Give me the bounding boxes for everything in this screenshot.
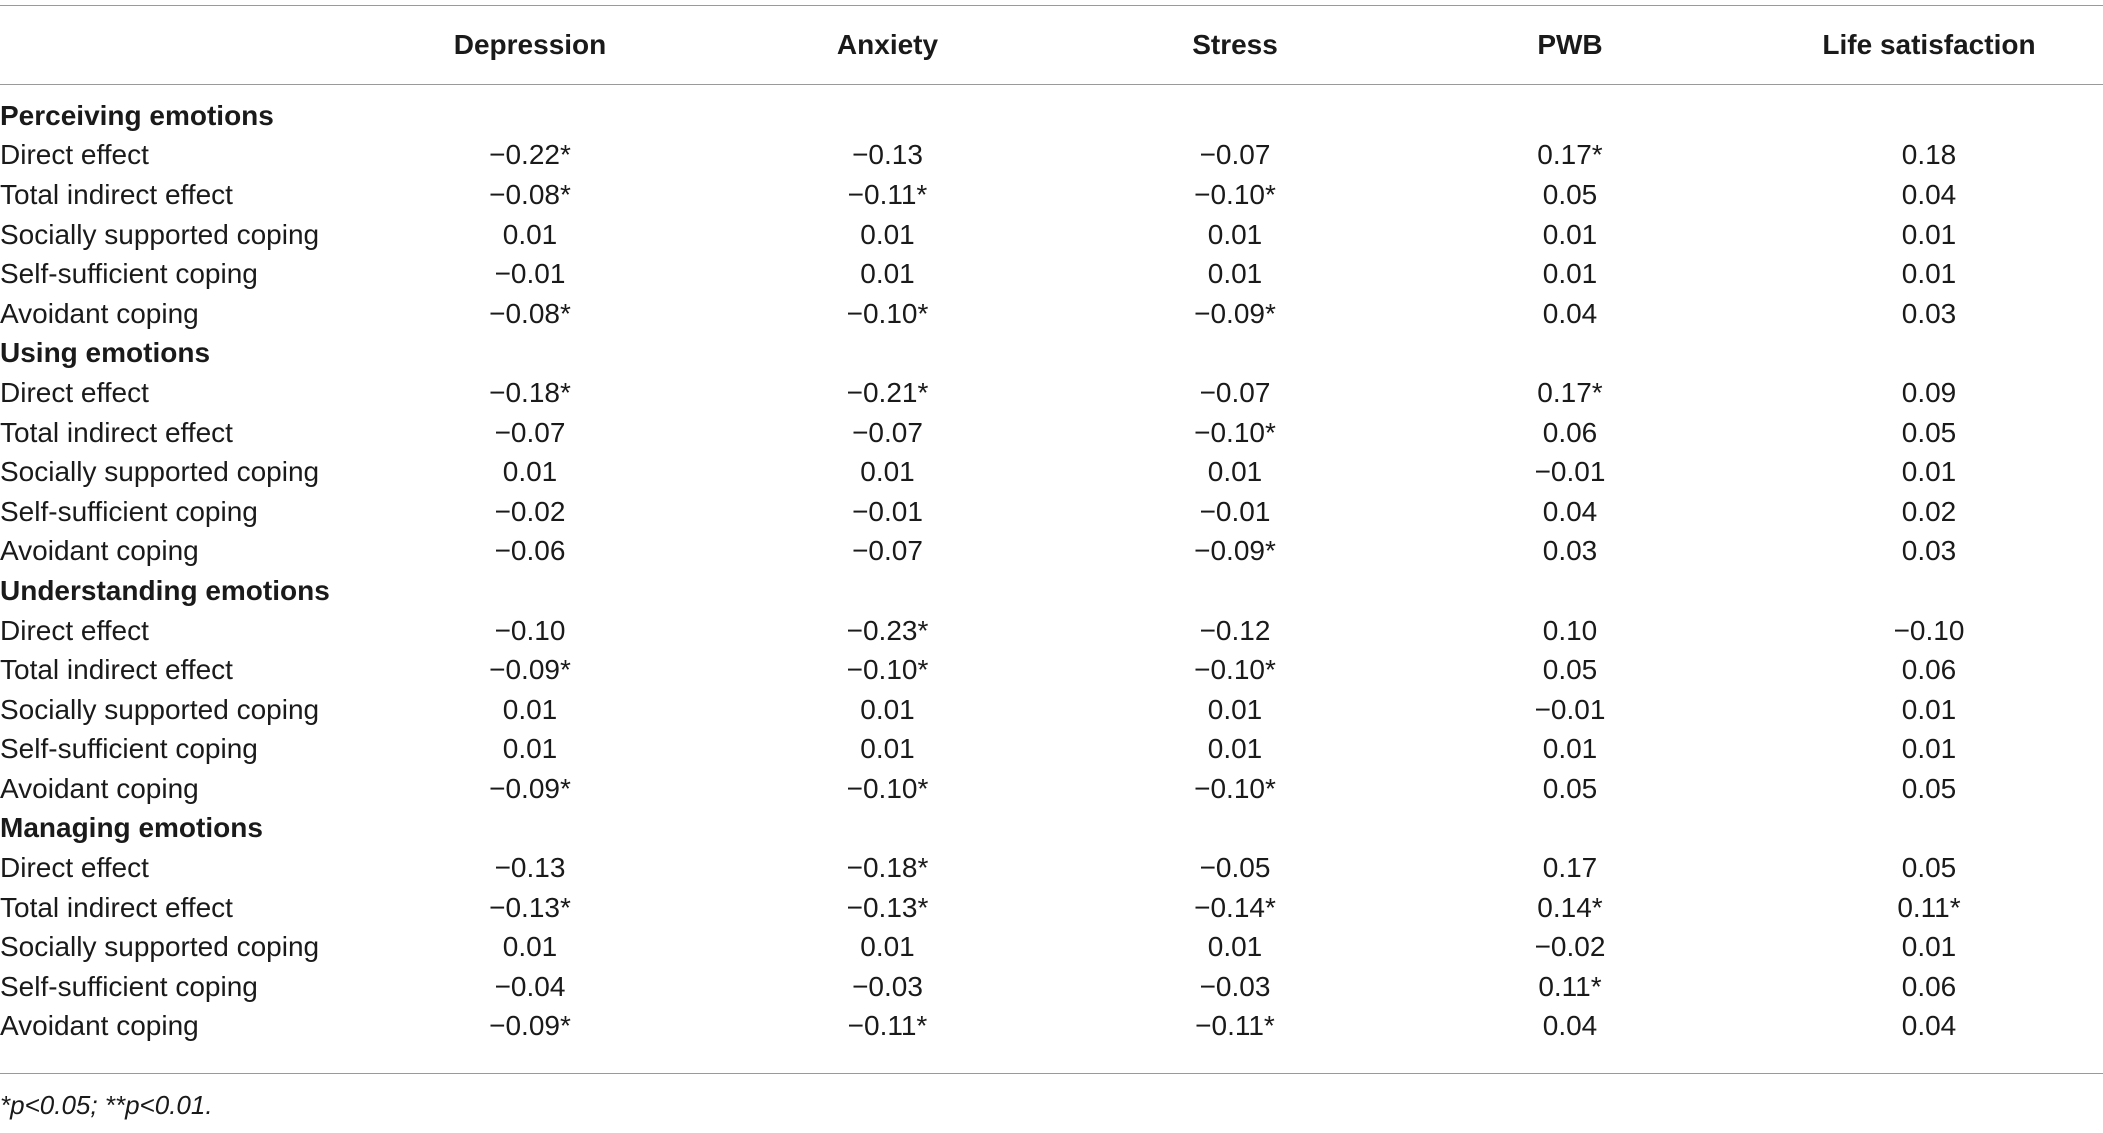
value-cell: −0.09*: [1194, 535, 1276, 567]
value-cell: −0.07: [1199, 139, 1271, 171]
value-cell: −0.12: [1199, 614, 1271, 646]
row-label: Total indirect effect: [0, 416, 233, 448]
value-cell: −0.10*: [1194, 654, 1276, 686]
footnote-threshold-1: <0.05;: [24, 1090, 105, 1120]
value-cell: 0.01: [1207, 693, 1263, 725]
row-label: Direct effect: [0, 614, 149, 646]
value-cell: −0.01: [494, 258, 566, 290]
section-row: [0, 571, 2103, 611]
value-cell: 0.03: [1901, 297, 1957, 329]
value-cell: −0.23*: [846, 614, 929, 646]
section-row: [0, 809, 2103, 849]
table-row: [0, 967, 2103, 1007]
value-cell: 0.17: [1542, 852, 1598, 884]
value-cell: −0.01: [1199, 495, 1271, 527]
table-row: [0, 532, 2103, 572]
value-cell: 0.01: [1901, 693, 1957, 725]
footnote-p-2: p: [125, 1090, 140, 1120]
value-cell: −0.10*: [1194, 416, 1276, 448]
value-cell: 0.06: [1901, 654, 1957, 686]
table-row: [0, 294, 2103, 334]
table-row: [0, 175, 2103, 215]
header-row: [0, 6, 2103, 84]
value-cell: −0.22*: [489, 139, 571, 171]
header-cell-depression: Depression: [453, 29, 607, 60]
value-cell: 0.01: [1901, 456, 1957, 488]
value-cell: −0.04: [494, 970, 566, 1002]
section-row: [0, 334, 2103, 374]
value-cell: 0.05: [1542, 772, 1598, 804]
section-title: Perceiving emotions: [0, 99, 274, 131]
value-cell: −0.10*: [1194, 178, 1276, 210]
value-cell: 0.01: [860, 733, 915, 765]
header-cell-life-satisfaction: Life satisfaction: [1822, 29, 2036, 60]
value-cell: −0.10: [494, 614, 566, 646]
value-cell: −0.01: [1534, 456, 1606, 488]
header-cell-stress: Stress: [1192, 29, 1278, 60]
row-label: Avoidant coping: [0, 1010, 199, 1042]
value-cell: 0.04: [1901, 178, 1957, 210]
table-header: [0, 6, 2103, 84]
value-cell: 0.01: [860, 218, 915, 250]
section-title: Managing emotions: [0, 812, 263, 844]
value-cell: −0.13: [494, 852, 566, 884]
value-cell: −0.07: [852, 416, 923, 448]
table-row: [0, 650, 2103, 690]
table-row: [0, 492, 2103, 532]
value-cell: −0.03: [1199, 970, 1271, 1002]
header-cell-pwb: PWB: [1537, 29, 1603, 60]
section-title: Using emotions: [0, 337, 211, 369]
value-cell: 0.01: [502, 456, 558, 488]
value-cell: 0.04: [1901, 1010, 1957, 1042]
table-row: [0, 848, 2103, 888]
value-cell: 0.05: [1542, 654, 1598, 686]
row-label: Direct effect: [0, 852, 149, 884]
value-cell: 0.01: [860, 693, 915, 725]
value-cell: 0.04: [1542, 495, 1598, 527]
row-label: Self-sufficient coping: [0, 970, 258, 1002]
row-label: Socially supported coping: [0, 693, 320, 725]
value-cell: −0.02: [494, 495, 566, 527]
value-cell: 0.05: [1901, 772, 1957, 804]
value-cell: −0.21*: [846, 376, 929, 408]
value-cell: −0.10*: [846, 297, 929, 329]
value-cell: −0.14*: [1194, 891, 1276, 923]
section-row: [0, 84, 2103, 136]
value-cell: 0.01: [1207, 931, 1263, 963]
value-cell: −0.13: [852, 139, 923, 171]
row-label: Direct effect: [0, 139, 149, 171]
value-cell: −0.07: [852, 535, 923, 567]
value-cell: −0.07: [1199, 376, 1271, 408]
value-cell: 0.10: [1542, 614, 1598, 646]
value-cell: 0.01: [860, 456, 915, 488]
value-cell: 0.01: [1542, 258, 1598, 290]
value-cell: −0.10: [1893, 614, 1965, 646]
value-cell: −0.08*: [489, 297, 571, 329]
value-cell: 0.01: [1207, 218, 1263, 250]
value-cell: −0.02: [1534, 931, 1606, 963]
value-cell: 0.18: [1901, 139, 1957, 171]
value-cell: −0.09*: [1194, 297, 1276, 329]
value-cell: −0.13*: [489, 891, 571, 923]
row-label: Total indirect effect: [0, 891, 233, 923]
value-cell: 0.06: [1542, 416, 1598, 448]
value-cell: −0.01: [1534, 693, 1606, 725]
value-cell: 0.03: [1542, 535, 1598, 567]
value-cell: −0.11*: [847, 1010, 928, 1042]
value-cell: −0.10*: [1194, 772, 1276, 804]
row-label: Direct effect: [0, 376, 149, 408]
value-cell: 0.01: [1542, 733, 1598, 765]
row-label: Avoidant coping: [0, 772, 199, 804]
footnote-star-1: *: [0, 1090, 11, 1120]
value-cell: −0.08*: [489, 178, 571, 210]
value-cell: 0.11*: [1897, 891, 1961, 923]
value-cell: 0.05: [1901, 852, 1957, 884]
table-row: [0, 1007, 2103, 1047]
value-cell: 0.01: [1207, 733, 1263, 765]
value-cell: 0.01: [502, 218, 558, 250]
value-cell: 0.01: [860, 258, 915, 290]
table-row: [0, 254, 2103, 294]
value-cell: 0.01: [1901, 931, 1957, 963]
mediation-effects-table: [0, 6, 2103, 1046]
row-label: Socially supported coping: [0, 456, 320, 488]
value-cell: −0.07: [494, 416, 566, 448]
table-row: [0, 413, 2103, 453]
table-row: [0, 136, 2103, 176]
value-cell: 0.09: [1901, 376, 1957, 408]
row-label: Self-sufficient coping: [0, 258, 258, 290]
value-cell: 0.01: [1901, 733, 1957, 765]
value-cell: 0.05: [1542, 178, 1598, 210]
value-cell: 0.01: [860, 931, 915, 963]
value-cell: 0.03: [1901, 535, 1957, 567]
table-body: [0, 84, 2103, 1046]
value-cell: 0.01: [502, 693, 558, 725]
header-cell-anxiety: Anxiety: [836, 29, 939, 60]
value-cell: −0.18*: [846, 852, 929, 884]
row-label: Socially supported coping: [0, 218, 320, 250]
value-cell: −0.10*: [846, 654, 929, 686]
value-cell: 0.01: [1207, 456, 1263, 488]
header-cell-row-label: [0, 6, 370, 84]
row-label: Self-sufficient coping: [0, 495, 258, 527]
value-cell: 0.04: [1542, 1010, 1598, 1042]
row-label: Self-sufficient coping: [0, 733, 258, 765]
bottom-rule: [0, 1073, 2103, 1074]
table-row: [0, 373, 2103, 413]
value-cell: 0.01: [1901, 218, 1957, 250]
footnote-p-1: p: [10, 1090, 25, 1120]
footnote-threshold-2: <0.01.: [139, 1090, 213, 1120]
value-cell: 0.01: [502, 931, 558, 963]
value-cell: 0.01: [1207, 258, 1263, 290]
value-cell: −0.01: [852, 495, 923, 527]
table-row: [0, 452, 2103, 492]
table-row: [0, 730, 2103, 770]
row-label: Socially supported coping: [0, 931, 320, 963]
value-cell: −0.09*: [489, 654, 571, 686]
value-cell: 0.05: [1901, 416, 1957, 448]
value-cell: −0.11*: [1195, 1010, 1275, 1042]
value-cell: −0.10*: [846, 772, 929, 804]
value-cell: 0.02: [1901, 495, 1957, 527]
table-row: [0, 769, 2103, 809]
table-footnote: [0, 1090, 213, 1121]
value-cell: 0.04: [1542, 297, 1598, 329]
value-cell: −0.09*: [489, 772, 571, 804]
value-cell: 0.01: [502, 733, 558, 765]
value-cell: 0.14*: [1537, 891, 1603, 923]
value-cell: 0.17*: [1537, 376, 1603, 408]
value-cell: 0.17*: [1537, 139, 1603, 171]
row-label: Avoidant coping: [0, 297, 199, 329]
value-cell: −0.18*: [489, 376, 571, 408]
value-cell: 0.01: [1542, 218, 1598, 250]
value-cell: −0.06: [494, 535, 566, 567]
section-title: Understanding emotions: [0, 574, 330, 606]
value-cell: −0.11*: [847, 178, 928, 210]
row-label: Total indirect effect: [0, 654, 233, 686]
row-label: Avoidant coping: [0, 535, 199, 567]
table-row: [0, 927, 2103, 967]
value-cell: −0.13*: [846, 891, 929, 923]
value-cell: −0.03: [852, 970, 923, 1002]
row-label: Total indirect effect: [0, 178, 233, 210]
table-row: [0, 888, 2103, 928]
footnote-star-2: **: [104, 1090, 126, 1120]
value-cell: −0.05: [1199, 852, 1271, 884]
table-row: [0, 611, 2103, 651]
value-cell: 0.06: [1901, 970, 1957, 1002]
table-row: [0, 690, 2103, 730]
value-cell: −0.09*: [489, 1010, 571, 1042]
table-row: [0, 215, 2103, 255]
value-cell: 0.11*: [1538, 970, 1602, 1002]
value-cell: 0.01: [1901, 258, 1957, 290]
